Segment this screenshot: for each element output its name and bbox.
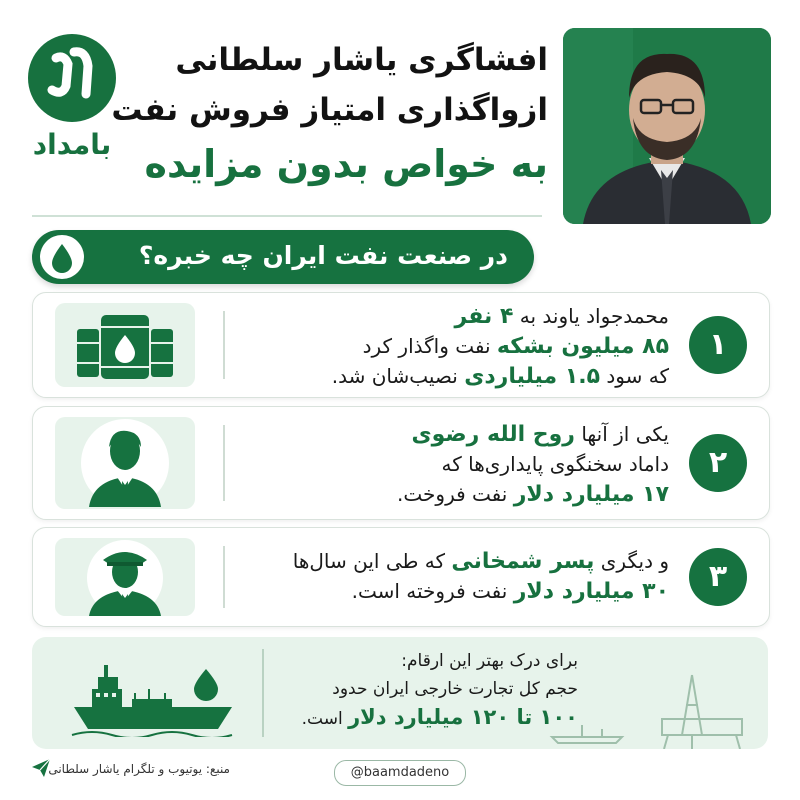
panel-highlight: ۱۰۰ تا ۱۲۰ میلیارد دلار <box>348 705 578 729</box>
context-panel <box>32 637 768 749</box>
officer-silhouette-icon <box>55 538 195 616</box>
headline-line-1: افشاگری یاشار سلطانی <box>175 42 548 78</box>
oil-drop-icon <box>40 235 84 279</box>
card-2-highlight-1: روح الله رضوی <box>411 422 575 447</box>
card-3-line-2: نفت فروخته است. <box>351 579 514 603</box>
card-1-highlight-2: ۸۵ میلیون بشکه <box>496 334 669 359</box>
panel-line-3: است. <box>301 709 349 729</box>
card-1-highlight-3: ۱.۵ میلیاردی <box>464 364 601 389</box>
card-1-highlight-1: ۴ نفر <box>454 304 514 329</box>
brand-logo-icon <box>22 30 122 126</box>
card-2-icon-pane <box>55 417 195 509</box>
card-2-text <box>229 419 669 509</box>
card-3-icon-pane <box>55 538 195 616</box>
fact-card-2 <box>32 406 770 520</box>
header-divider <box>32 215 542 217</box>
card-2-line-1: یکی از آنها <box>574 422 669 446</box>
card-1-text <box>229 301 669 391</box>
card-1-line-3b: نصیب‌شان شد. <box>331 364 465 388</box>
oil-drop-badge <box>40 235 84 279</box>
card-3-highlight-2: ۳۰ میلیارد دلار <box>513 579 669 604</box>
fact-card-3 <box>32 527 770 627</box>
card-2-line-3: نفت فروخت. <box>397 482 514 506</box>
fact-card-1 <box>32 292 770 398</box>
card-2-divider <box>223 425 225 501</box>
card-3-line-1b: که طی این سال‌ها <box>292 549 452 573</box>
card-1-icon-pane <box>55 303 195 387</box>
card-3-number: ۳ <box>689 548 747 606</box>
social-handle[interactable]: @baamdadeno <box>334 760 466 786</box>
headline-line-3: به خواص بدون مزایده <box>144 142 548 186</box>
card-1-divider <box>223 311 225 379</box>
headline-line-2: ازواگذاری امتیاز فروش نفت <box>111 92 548 128</box>
man-portrait-icon <box>563 28 771 224</box>
panel-line-2: حجم کل تجارت خارجی ایران حدود <box>332 679 578 699</box>
card-3-highlight-1: پسر شمخانی <box>451 549 595 574</box>
card-1-line-3a: که سود <box>600 364 669 388</box>
section-banner <box>32 230 534 284</box>
banner-title: در صنعت نفت ایران چه خبره؟ <box>138 241 508 270</box>
card-3-text <box>229 546 669 606</box>
brand-name: بامداد <box>32 128 112 161</box>
source-credit: منبع: یوتیوب و تلگرام یاشار سلطانی <box>48 762 230 776</box>
card-1-number: ۱ <box>689 316 747 374</box>
telegram-send-icon <box>30 757 52 779</box>
card-1-line-1: محمدجواد یاوند به <box>513 304 669 328</box>
brand-logo <box>22 30 122 180</box>
panel-text <box>248 647 578 731</box>
card-3-line-1a: و دیگری <box>594 549 669 573</box>
card-2-line-2: داماد سخنگوی پایداری‌ها که <box>441 452 669 476</box>
oil-rig-background-icon <box>542 665 768 749</box>
card-2-number: ۲ <box>689 434 747 492</box>
panel-line-1: برای درک بهتر این ارقام: <box>401 651 578 671</box>
card-2-highlight-2: ۱۷ میلیارد دلار <box>513 482 669 507</box>
card-1-line-2: نفت واگذار کرد <box>362 334 497 358</box>
oil-tanker-icon <box>68 651 238 737</box>
businessman-silhouette-icon <box>55 417 195 509</box>
portrait-photo <box>563 28 771 224</box>
card-3-divider <box>223 546 225 608</box>
oil-barrels-icon <box>55 303 195 387</box>
